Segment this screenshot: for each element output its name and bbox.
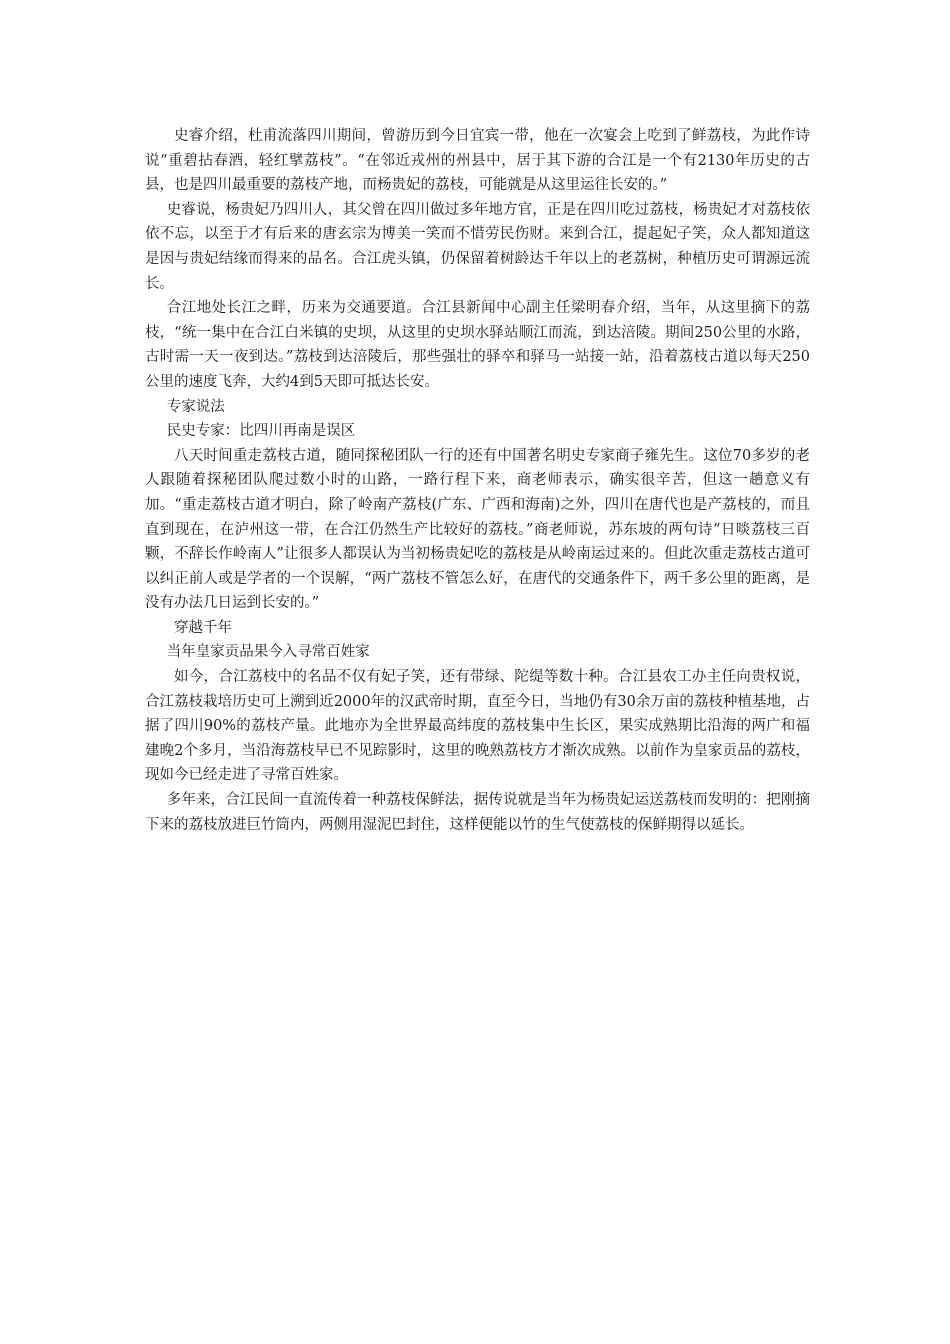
paragraph-shang-ziyong: 八天时间重走荔枝古道，随同探秘团队一行的还有中国著名明史专家商子雍先生。这位70多岁的老人跟随着探秘团队爬过数小时的山路，一路行程下来，商老师表示，确实很辛苦，但这一趟意义有加。“重走荔枝古道才明白，除了岭南产荔枝(广东、广西和海南)之外，四川在唐代也是产荔枝的，而且直到现在，在泸州这一带，在合江仍然生产比较好的荔枝。”商老师说，苏东坡的两句诗“日啖荔枝三百颗，不辞长作岭南人”让很多人都误认为当初杨贵妃吃的荔枝是从岭南运过来的。但此次重走荔枝古道可以纠正前人或是学者的一个误解，“两广荔枝不管怎么好，在唐代的交通条件下，两千多公里的距离，是没有办法几日运到长安的。” [145,447,810,612]
paragraph-hejiang-transport: 合江地处长江之畔，历来为交通要道。合江县新闻中心副主任梁明春介绍，当年，从这里摘下的荔枝，“统一集中在合江白米镇的史坝，从这里的史坝水驿站顺江而流，到达涪陵。期间250公里的水路，古时需一天一夜到达。”荔枝到达涪陵后，那些强壮的驿卒和驿马一站接一站，沿着荔枝古道以每天250公里的速度飞奔，大约4到5天即可抵达长安。 [145,300,810,390]
section-subheading-millennium: 当年皇家贡品果今入寻常百姓家 [166,644,370,661]
paragraph-lychee-varieties: 如今，合江荔枝中的名品不仅有妃子笑，还有带绿、陀缇等数十种。合江县农工办主任向贵权说，合江荔枝栽培历史可上溯到近2000年的汉武帝时期，直至今日，当地仍有30余万亩的荔枝种植基地，占据了四川90%的荔枝产量。此地亦为全世界最高纬度的荔枝集中生长区，果实成熟期比沿海的两广和福建晚2个多月，当沿海荔枝早已不见踪影时，这里的晚熟荔枝方才渐次成熟。以前作为皇家贡品的荔枝，现如今已经走进了寻常百姓家。 [145,669,810,784]
paragraph-yang-guifei: 史睿说，杨贵妃乃四川人，其父曾在四川做过多年地方官，正是在四川吃过荔枝，杨贵妃才对荔枝依依不忘，以至于才有后来的唐玄宗为博美一笑而不惜劳民伤财。来到合江，提起妃子笑，众人都知道这是因与贵妃结缘而得来的品名。合江虎头镇，仍保留着树龄达千年以上的老荔树，种植历史可谓源远流长。 [145,201,810,292]
paragraph-shi-rui-du-fu: 史睿介绍，杜甫流落四川期间，曾游历到今日宜宾一带，他在一次宴会上吃到了鲜荔枝，为此作诗说“重碧拈春酒，轻红擘荔枝”。“在邻近戎州的州县中，居于其下游的合江是一个有2130年历史的古县，也是四川最重要的荔枝产地，而杨贵妃的荔枝，可能就是从这里运往长安的。” [145,128,810,194]
section-heading-millennium: 穿越千年 [174,619,232,636]
paragraph-preservation-method: 多年来，合江民间一直流传着一种荔枝保鲜法，据传说就是当年为杨贵妃运送荔枝而发明的：把刚摘下来的荔枝放进巨竹筒内，两侧用湿泥巴封住，这样便能以竹的生气使荔枝的保鲜期得以延长。 [145,792,810,833]
section-subheading-expert: 民史专家：比四川再南是误区 [166,423,356,440]
section-heading-expert: 专家说法 [166,398,225,415]
document-body [145,124,810,837]
